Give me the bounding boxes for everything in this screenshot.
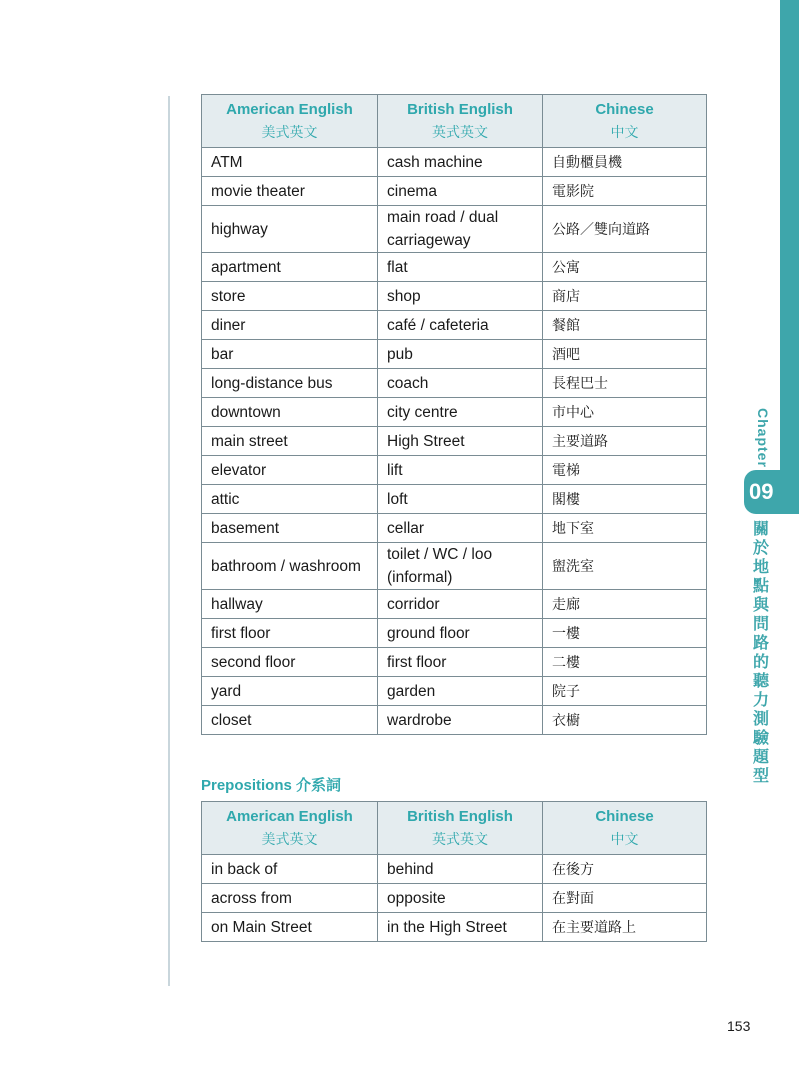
vocabulary-row	[202, 369, 707, 398]
header-chinese	[543, 95, 707, 148]
vocabulary-row	[202, 398, 707, 427]
british-term: cash machine	[378, 148, 543, 177]
prepositions-table	[201, 801, 707, 942]
chinese-term: 在後方	[543, 855, 707, 884]
american-term: second floor	[202, 648, 378, 677]
chinese-term: 院子	[543, 677, 707, 706]
american-term: closet	[202, 706, 378, 735]
vocabulary-row	[202, 590, 707, 619]
british-term: garden	[378, 677, 543, 706]
british-term: corridor	[378, 590, 543, 619]
vocabulary-row	[202, 677, 707, 706]
prep-header-british-en: British English	[407, 808, 513, 825]
british-term: opposite	[378, 884, 543, 913]
american-term: first floor	[202, 619, 378, 648]
vocabulary-row	[202, 427, 707, 456]
american-term: elevator	[202, 456, 378, 485]
vocabulary-row	[202, 485, 707, 514]
british-term: coach	[378, 369, 543, 398]
american-term: highway	[202, 206, 378, 253]
prepositions-heading	[201, 776, 341, 796]
american-term: bar	[202, 340, 378, 369]
vocabulary-row	[202, 206, 707, 253]
chinese-term: 一樓	[543, 619, 707, 648]
american-term: attic	[202, 485, 378, 514]
british-term: café / cafeteria	[378, 311, 543, 340]
british-term: first floor	[378, 648, 543, 677]
american-term: hallway	[202, 590, 378, 619]
prep-header-chinese-zh: 中文	[610, 831, 639, 847]
prep-header-chinese-en: Chinese	[595, 808, 654, 825]
american-term: downtown	[202, 398, 378, 427]
british-term: loft	[378, 485, 543, 514]
british-term: cinema	[378, 177, 543, 206]
british-term: flat	[378, 253, 543, 282]
british-term: lift	[378, 456, 543, 485]
chinese-term: 餐館	[543, 311, 707, 340]
american-term: main street	[202, 427, 378, 456]
header-american	[202, 95, 378, 148]
header-british	[378, 95, 543, 148]
american-term: across from	[202, 884, 378, 913]
british-term: shop	[378, 282, 543, 311]
chinese-term: 在對面	[543, 884, 707, 913]
chinese-term: 盥洗室	[543, 543, 707, 590]
prepositions-table-header	[202, 802, 707, 855]
british-term: behind	[378, 855, 543, 884]
prepositions-heading-zh: 介系詞	[296, 777, 342, 794]
chinese-term: 商店	[543, 282, 707, 311]
british-term: in the High Street	[378, 913, 543, 942]
vocabulary-row	[202, 311, 707, 340]
header-american-zh: 美式英文	[261, 124, 318, 140]
chinese-term: 電梯	[543, 456, 707, 485]
vocabulary-row	[202, 648, 707, 677]
chinese-term: 酒吧	[543, 340, 707, 369]
british-term: ground floor	[378, 619, 543, 648]
header-british-zh: 英式英文	[432, 124, 488, 140]
header-american-en: American English	[226, 101, 353, 118]
british-term: wardrobe	[378, 706, 543, 735]
header-chinese-zh: 中文	[610, 124, 639, 140]
chinese-term: 地下室	[543, 514, 707, 543]
margin-rule	[168, 96, 170, 986]
preposition-row	[202, 884, 707, 913]
page-number: 153	[727, 1018, 751, 1034]
american-term: long-distance bus	[202, 369, 378, 398]
chapter-number-tab: 09	[744, 470, 799, 514]
chinese-term: 衣櫥	[543, 706, 707, 735]
british-term: toilet / WC / loo (informal)	[378, 543, 543, 590]
chinese-term: 閣樓	[543, 485, 707, 514]
chapter-title: 關於地點與問路的聽力測驗題型	[752, 521, 769, 785]
prepositions-table-body	[202, 855, 707, 942]
header-chinese-en: Chinese	[595, 101, 654, 118]
chinese-term: 主要道路	[543, 427, 707, 456]
american-term: store	[202, 282, 378, 311]
vocabulary-row	[202, 282, 707, 311]
american-term: apartment	[202, 253, 378, 282]
prep-header-chinese	[543, 802, 707, 855]
american-term: yard	[202, 677, 378, 706]
prep-header-american-en: American English	[226, 808, 353, 825]
chinese-term: 公路／雙向道路	[543, 206, 707, 253]
chinese-term: 自動櫃員機	[543, 148, 707, 177]
chinese-term: 市中心	[543, 398, 707, 427]
american-term: diner	[202, 311, 378, 340]
vocabulary-row	[202, 253, 707, 282]
preposition-row	[202, 913, 707, 942]
british-term: High Street	[378, 427, 543, 456]
preposition-row	[202, 855, 707, 884]
chapter-label: Chapter	[755, 408, 771, 468]
vocabulary-table-body	[202, 148, 707, 735]
chinese-term: 在主要道路上	[543, 913, 707, 942]
chapter-side-bar	[780, 0, 799, 505]
prep-header-british-zh: 英式英文	[432, 831, 488, 847]
american-term: basement	[202, 514, 378, 543]
british-term: main road / dual carriageway	[378, 206, 543, 253]
vocabulary-table-header	[202, 95, 707, 148]
vocabulary-row	[202, 543, 707, 590]
american-term: movie theater	[202, 177, 378, 206]
british-term: city centre	[378, 398, 543, 427]
american-term: bathroom / washroom	[202, 543, 378, 590]
prep-header-british	[378, 802, 543, 855]
prepositions-heading-en: Prepositions	[201, 777, 292, 794]
header-british-en: British English	[407, 101, 513, 118]
vocabulary-row	[202, 148, 707, 177]
chinese-term: 電影院	[543, 177, 707, 206]
chinese-term: 公寓	[543, 253, 707, 282]
vocabulary-row	[202, 456, 707, 485]
chinese-term: 二樓	[543, 648, 707, 677]
vocabulary-row	[202, 706, 707, 735]
chinese-term: 走廊	[543, 590, 707, 619]
prep-header-american	[202, 802, 378, 855]
british-term: pub	[378, 340, 543, 369]
vocabulary-row	[202, 340, 707, 369]
vocabulary-row	[202, 514, 707, 543]
american-term: in back of	[202, 855, 378, 884]
american-term: ATM	[202, 148, 378, 177]
vocabulary-row	[202, 177, 707, 206]
vocabulary-table	[201, 94, 707, 735]
prep-header-american-zh: 美式英文	[261, 831, 318, 847]
vocabulary-row	[202, 619, 707, 648]
chinese-term: 長程巴士	[543, 369, 707, 398]
british-term: cellar	[378, 514, 543, 543]
american-term: on Main Street	[202, 913, 378, 942]
